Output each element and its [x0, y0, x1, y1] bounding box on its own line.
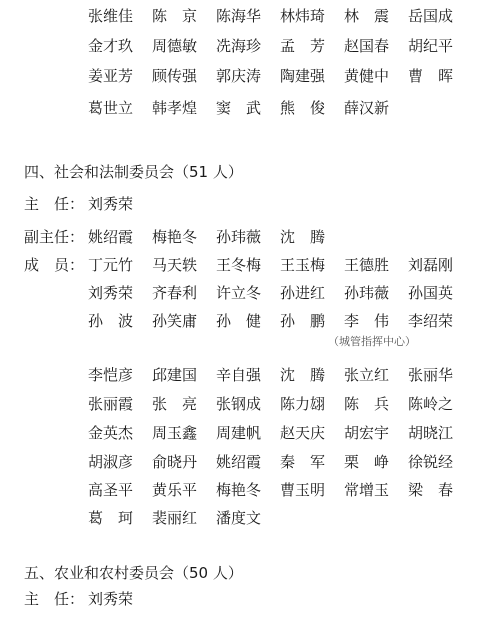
name-row — [88, 4, 472, 28]
member-name: 冼海珍 — [216, 37, 262, 55]
section4-heading: 四、社会和法制委员会（51 人） — [24, 163, 243, 181]
name-row — [88, 96, 408, 120]
member-name: 胡纪平 — [408, 37, 454, 55]
name-row — [88, 34, 472, 58]
member-name: 孙笑庸 — [152, 312, 198, 330]
name-row — [88, 506, 280, 530]
member-name: 胡宏宇 — [344, 424, 390, 442]
member-name: 薛汉新 — [344, 99, 390, 117]
member-name: 韩孝煌 — [152, 99, 198, 117]
member-name: 张立红 — [344, 366, 390, 384]
member-name: 秦 军 — [280, 453, 326, 471]
member-name: 张丽华 — [408, 366, 454, 384]
member-name: 曹玉明 — [280, 481, 326, 499]
section5-director-line — [24, 587, 133, 611]
member-name: 王德胜 — [344, 256, 390, 274]
member-name: 孙 鹏 — [280, 312, 326, 330]
member-name: 王冬梅 — [216, 256, 262, 274]
member-name: 马天轶 — [152, 256, 198, 274]
member-name: 许立冬 — [216, 284, 262, 302]
member-name: 陶建强 — [280, 67, 326, 85]
member-name: 邱建国 — [152, 366, 198, 384]
member-name: 梅艳冬 — [216, 481, 262, 499]
member-name: 常增玉 — [344, 481, 390, 499]
member-name: 孙国英 — [408, 284, 454, 302]
director-label: 主 任： — [24, 195, 85, 213]
member-name: 孟 芳 — [280, 37, 326, 55]
member-name: 栗 峥 — [344, 453, 390, 471]
director-name: 刘秀荣 — [88, 590, 134, 608]
member-name: 陈 兵 — [344, 395, 390, 413]
member-name: 林 震 — [344, 7, 390, 25]
member-name: 葛世立 — [88, 99, 134, 117]
members-label: 成 员： — [24, 256, 85, 274]
member-name: 孙进红 — [280, 284, 326, 302]
name-row — [88, 363, 472, 387]
member-name: 熊 俊 — [280, 99, 326, 117]
member-name: 黄乐平 — [152, 481, 198, 499]
member-name: 高圣平 — [88, 481, 134, 499]
member-name: 王玉梅 — [280, 256, 326, 274]
member-name: 张钢成 — [216, 395, 262, 413]
member-name: 赵国春 — [344, 37, 390, 55]
member-name: 黄健中 — [344, 67, 390, 85]
vice-name: 梅艳冬 — [152, 228, 198, 246]
member-name: 张丽霞 — [88, 395, 134, 413]
member-name: 金英杰 — [88, 424, 134, 442]
member-name: 岳国成 — [408, 7, 454, 25]
name-row — [88, 450, 472, 474]
member-name: 陈力翃 — [280, 395, 326, 413]
name-row — [88, 478, 472, 502]
member-name: 裴丽红 — [152, 509, 198, 527]
name-row — [88, 64, 472, 88]
section4-director-line — [24, 192, 133, 216]
member-name: 窦 武 — [216, 99, 262, 117]
section4-members-label-line — [24, 253, 88, 277]
member-name: 沈 腾 — [280, 366, 326, 384]
member-name: 张 亮 — [152, 395, 198, 413]
member-name: 李恺彦 — [88, 366, 134, 384]
member-name: 刘秀荣 — [88, 284, 134, 302]
member-name: 陈岭之 — [408, 395, 454, 413]
name-row — [88, 392, 472, 416]
affiliation-note: （城管指挥中心） — [328, 335, 416, 348]
name-row — [88, 309, 472, 333]
member-name: 金才玖 — [88, 37, 134, 55]
member-name: 赵天庆 — [280, 424, 326, 442]
vice-name: 姚绍霞 — [88, 228, 134, 246]
member-name: 辛自强 — [216, 366, 262, 384]
member-name: 孙玮薇 — [344, 284, 390, 302]
vice-label: 副主任： — [24, 228, 85, 246]
member-name: 陈海华 — [216, 7, 262, 25]
member-name: 周德敏 — [152, 37, 198, 55]
section4-vice-line — [24, 225, 344, 249]
member-name: 陈 京 — [152, 7, 198, 25]
member-name: 李 伟 — [344, 312, 390, 330]
member-name: 刘磊刚 — [408, 256, 454, 274]
member-name: 葛 珂 — [88, 509, 134, 527]
member-name: 徐锐经 — [408, 453, 454, 471]
vice-name: 沈 腾 — [280, 228, 326, 246]
director-label: 主 任： — [24, 590, 85, 608]
member-name: 孙 健 — [216, 312, 262, 330]
member-name: 姜亚芳 — [88, 67, 134, 85]
director-name: 刘秀荣 — [88, 195, 134, 213]
name-row — [88, 253, 472, 277]
member-name: 张维佳 — [88, 7, 134, 25]
member-name: 胡淑彦 — [88, 453, 134, 471]
member-name: 丁元竹 — [88, 256, 134, 274]
vice-name: 孙玮薇 — [216, 228, 262, 246]
section5-heading: 五、农业和农村委员会（50 人） — [24, 564, 243, 582]
member-name: 顾传强 — [152, 67, 198, 85]
member-name: 孙 波 — [88, 312, 134, 330]
member-name: 林炜琦 — [280, 7, 326, 25]
name-row — [88, 421, 472, 445]
member-name: 曹 晖 — [408, 67, 454, 85]
member-name: 郭庆涛 — [216, 67, 262, 85]
member-name: 胡晓江 — [408, 424, 454, 442]
member-name: 俞晓丹 — [152, 453, 198, 471]
member-name: 李绍荣 — [408, 312, 454, 330]
member-name: 姚绍霞 — [216, 453, 262, 471]
member-name: 齐春利 — [152, 284, 198, 302]
name-row — [88, 281, 472, 305]
member-name: 梁 春 — [408, 481, 454, 499]
member-name: 潘度文 — [216, 509, 262, 527]
member-name: 周玉鑫 — [152, 424, 198, 442]
member-name: 周建帆 — [216, 424, 262, 442]
